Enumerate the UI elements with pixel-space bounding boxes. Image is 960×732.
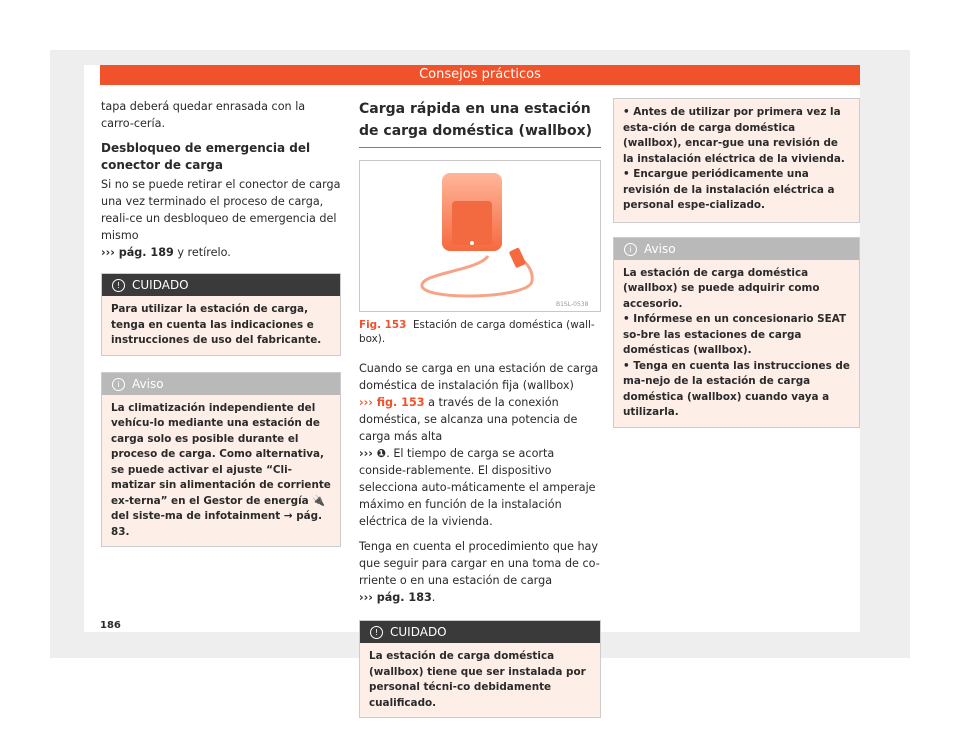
aviso-body: [614, 260, 859, 427]
paragraph-charging: Cuando se carga en una estación de carga doméstica de instalación fija (wallbox) ››› fig. 153 a través de la conexión doméstica, se alcanza una potencia de carga más alta ››› ❶. El tiempo de carga se acorta conside-rablemente. El dispositivo selecciona auto-máticamente el amperaje máximo en función de la instalación eléctrica de la vivienda.: [359, 362, 599, 528]
paragraph-emergency: Si no se puede retirar el conector de carga una vez terminado el proceso de carga, reali-ce un desbloqueo de emergencia del mismo ››› pág. 189 y retírelo.: [101, 178, 341, 259]
column-middle: [359, 98, 601, 732]
column-right: [613, 98, 860, 442]
cuidado-header: ! CUIDADO: [102, 274, 340, 296]
list-item: • Tenga en cuenta las instrucciones de ma-nejo de la estación de carga doméstica (wallbox) cuando vaya a utilizarla.: [623, 359, 850, 418]
wallbox-illustration: [360, 161, 600, 311]
cuidado-header: ! CUIDADO: [360, 621, 600, 643]
page-number: 186: [100, 620, 121, 631]
info-icon: i: [624, 243, 637, 256]
list-item: • Encargue periódicamente una revisión de la instalación eléctrica a personal espe-cializado.: [623, 168, 835, 211]
aviso-intro: La estación de carga doméstica (wallbox) se puede adquirir como accesorio.: [623, 266, 820, 310]
cuidado-body: La estación de carga doméstica (wallbox) tiene que ser instalada por personal técni-co debidamente cualificado.: [360, 643, 600, 717]
connector-shape: [509, 247, 527, 268]
aviso-body: La climatización independiente del vehícu-lo mediante una estación de carga solo es posible durante el proceso de carga. Como alternativa, se puede activar el ajuste “Cli-matizar sin alimentación de corriente ex-terna” en el Gestor de energía 🔌 del siste-ma de infotainment → pág. 83.: [102, 395, 340, 547]
column-left: [101, 98, 341, 561]
wallbox-panel: [452, 201, 492, 245]
figure-reference[interactable]: ››› fig. 153: [359, 396, 425, 409]
section-title: Carga rápida en una estación de carga doméstica (wallbox): [359, 98, 601, 148]
intro-text: tapa deberá quedar enrasada con la carro-cería.: [101, 100, 306, 130]
info-icon: i: [112, 378, 125, 391]
page-reference[interactable]: ››› pág. 189: [101, 246, 174, 259]
aviso-box: [101, 372, 341, 548]
aviso-header: i Aviso: [614, 238, 859, 260]
cuidado-body: Para utilizar la estación de carga, tenga en cuenta las indicaciones e instrucciones de uso del fabricante.: [102, 296, 340, 355]
cuidado-box-wallbox: [359, 620, 601, 718]
figure-code: B1SL-0538: [556, 301, 589, 308]
aviso-header: i Aviso: [102, 373, 340, 395]
paragraph-procedure: Tenga en cuenta el procedimiento que hay que seguir para cargar en una toma de co-rriente o en una estación de carga ››› pág. 183.: [359, 540, 600, 604]
list-item: • Infórmese en un concesionario SEAT so-bre las estaciones de carga domésticas (wallbox).: [623, 313, 847, 356]
warning-icon: !: [370, 626, 383, 639]
note-reference[interactable]: ››› ❶: [359, 447, 387, 460]
page-header: Consejos prácticos: [100, 65, 860, 85]
page-reference[interactable]: ››› pág. 183: [359, 591, 432, 604]
wallbox-led: [470, 241, 474, 245]
aviso-box-wallbox: [613, 237, 860, 428]
warning-icon: !: [112, 279, 125, 292]
figure-caption: Fig. 153 Estación de carga doméstica (wall-box).: [359, 319, 595, 345]
wallbox-figure: [359, 160, 601, 312]
cuidado-box: [101, 273, 341, 356]
cuidado-continuation-body: [614, 99, 859, 222]
cuidado-continuation-box: [613, 98, 860, 223]
subheading-emergency-unlock: Desbloqueo de emergencia del conector de carga: [101, 141, 311, 172]
list-item: • Antes de utilizar por primera vez la esta-ción de carga doméstica (wallbox), encar-gue una revisión de la instalación eléctrica de la vivienda.: [623, 106, 845, 165]
